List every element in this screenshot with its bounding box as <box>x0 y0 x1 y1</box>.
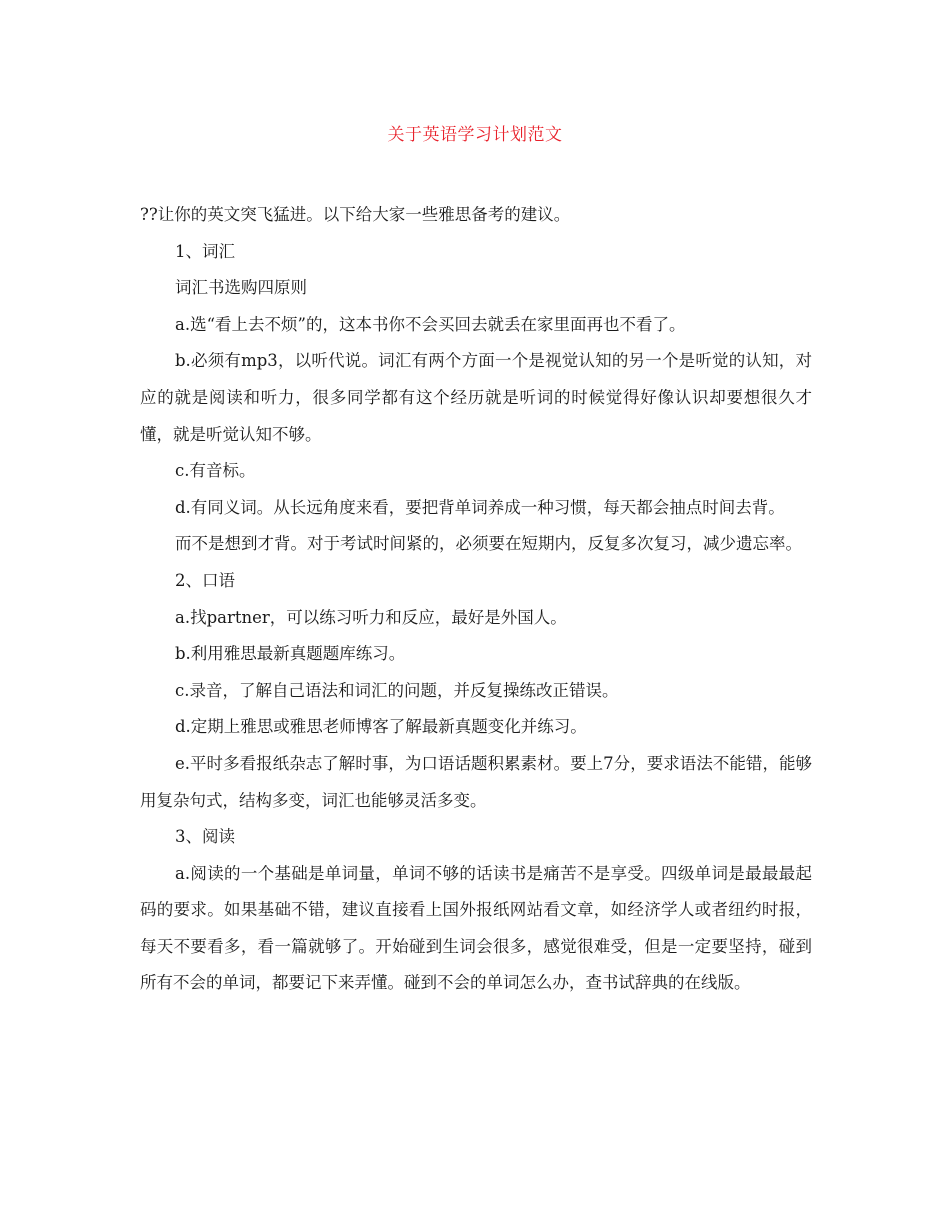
paragraph-speaking-d: d.定期上雅思或雅思老师博客了解最新真题变化并练习。 <box>175 717 587 737</box>
document-body <box>140 197 812 1002</box>
paragraph-vocab-d: d.有同义词。从长远角度来看，要把背单词养成一种习惯，每天都会抽点时间去背。 <box>175 497 785 517</box>
section-heading-vocabulary: 1、词汇 <box>175 241 235 261</box>
section-heading-reading: 3、阅读 <box>175 827 235 847</box>
paragraph-speaking-a: a.找partner，可以练习听力和反应，最好是外国人。 <box>175 607 567 627</box>
paragraph-speaking-e: e.平时多看报纸杂志了解时事，为口语话题积累素材。要上7分，要求语法不能错，能够用复杂句式，结构多变，词汇也能够灵活多变。 <box>140 753 812 810</box>
subheading-vocabulary-book: 词汇书选购四原则 <box>175 278 307 298</box>
document-title: 关于英语学习计划范文 <box>387 125 563 145</box>
paragraph-vocab-c: c.有音标。 <box>175 461 256 481</box>
paragraph-reading-a: a.阅读的一个基础是单词量，单词不够的话读书是痛苦不是享受。四级单词是最最最起码的要求。如果基础不错，建议直接看上国外报纸网站看文章，如经济学人或者纽约时报，每天不要看多，看一篇就够了。开始碰到生词会很多，感觉很难受，但是一定要坚持，碰到所有不会的单词，都要记下来弄懂。碰到不会的单词怎么办，查书试辞典的在线版。 <box>140 863 812 993</box>
section-heading-speaking: 2、口语 <box>175 570 235 590</box>
paragraph-vocab-b: b.必须有mp3，以听代说。词汇有两个方面一个是视觉认知的另一个是听觉的认知，对应的就是阅读和听力，很多同学都有这个经历就是听词的时候觉得好像认识却要想很久才懂，就是听觉认知不够。 <box>140 351 812 444</box>
paragraph-speaking-c: c.录音，了解自己语法和词汇的问题，并反复操练改正错误。 <box>175 680 619 700</box>
paragraph-vocab-review: 而不是想到才背。对于考试时间紧的，必须要在短期内，反复多次复习，减少遗忘率。 <box>175 534 802 554</box>
paragraph-speaking-b: b.利用雅思最新真题题库练习。 <box>175 644 406 664</box>
paragraph-vocab-a: a.选“看上去不烦”的，这本书你不会买回去就丢在家里面再也不看了。 <box>175 314 686 334</box>
paragraph-intro: ??让你的英文突飞猛进。以下给大家一些雅思备考的建议。 <box>140 205 571 224</box>
